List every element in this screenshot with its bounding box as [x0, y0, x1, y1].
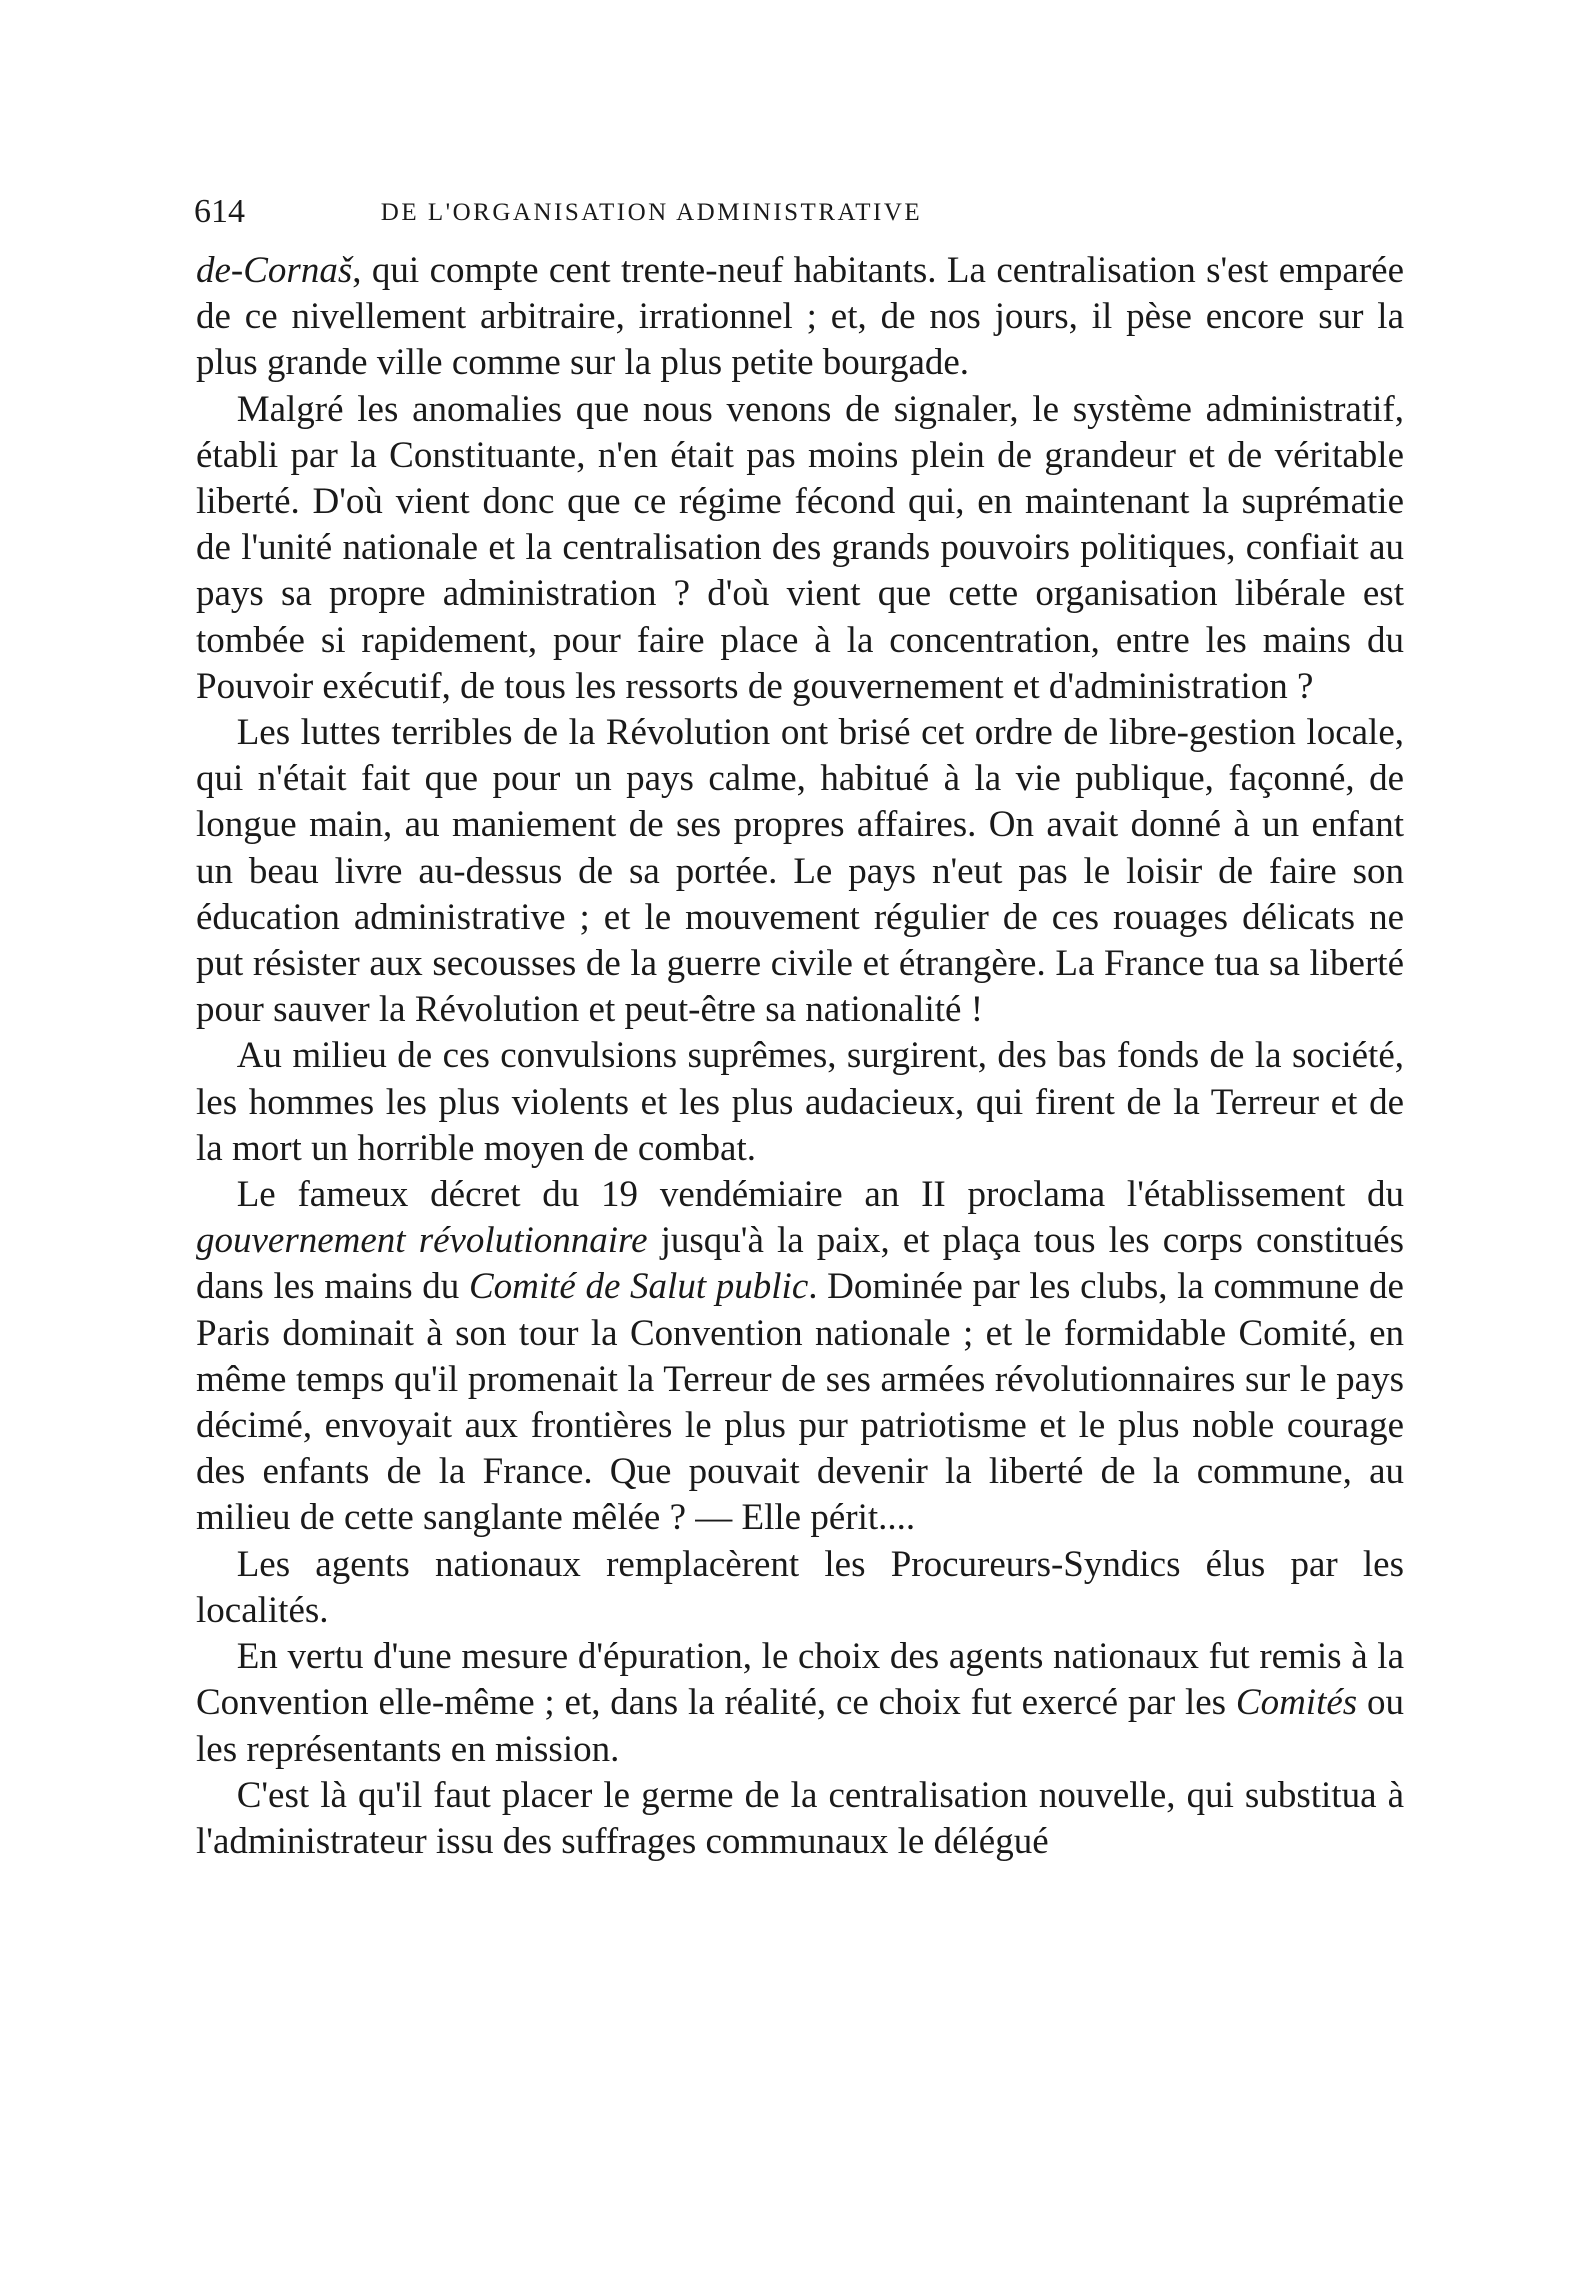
text-segment: jusqu'à la paix, et plaça tous les corps constitués dans les mains du	[196, 1220, 1405, 1308]
paragraph	[196, 1542, 1404, 1634]
text-segment: ou les représentants en mission.	[196, 1682, 1405, 1770]
paragraph	[196, 1634, 1404, 1773]
text-segment: , qui compte cent trente-neuf habitants. La centralisation s'est emparée de ce nivellement arbitraire, irrationnel ; et, de nos jours, il pèse encore sur la plus grande ville comme sur la plus petite bourgade.	[196, 250, 1404, 384]
text-segment: C'est là qu'il faut placer le germe de la centralisation nouvelle, qui substitua à l'administrateur issu des suffrages communaux le délégué	[196, 1774, 1404, 1862]
text-segment: En vertu d'une mesure d'épuration, le choix des agents nationaux fut remis à la Convention elle-même ; et, dans la réalité, ce choix fut exercé par les	[196, 1636, 1404, 1724]
text-segment: Les agents nationaux remplacèrent les Procureurs-Syndics élus par les localités.	[196, 1543, 1404, 1631]
page-number: 614	[194, 193, 245, 230]
italic-text: Comité de Salut public	[468, 1266, 809, 1308]
text-segment: . Dominée par les clubs, la commune de Paris dominait à son tour la Convention nationale ; et le formidable Comité, en même temps qu'il promenait la Terreur de ses armées révolutionnaires sur le pays décimé, envoyait aux frontières le plus pur patriotisme et le plus noble courage des enfants de la France. Que pouvait devenir la liberté de la commune, au milieu de cette sanglante mêlée ? — Elle périt....	[196, 1266, 1404, 1539]
text-segment: Au milieu de ces convulsions suprêmes, surgirent, des bas fonds de la société, les hommes les plus violents et les plus audacieux, qui firent de la Terreur et de la mort un horrible moyen de combat.	[196, 1035, 1404, 1169]
italic-text: Comités	[1235, 1682, 1358, 1724]
paragraph	[196, 1033, 1404, 1172]
text-segment: Malgré les anomalies que nous venons de signaler, le système administratif, établi par la Constituante, n'en était pas moins plein de grandeur et de véritable liberté. D'où vient donc que ce régime fécond qui, en maintenant la suprématie de l'unité nationale et la centralisation des grands pouvoirs politiques, confiait au pays sa propre administration ? d'où vient que cette organisation libérale est tombée si rapidement, pour faire place à la concentration, entre les mains du Pouvoir exécutif, de tous les ressorts de gouvernement et d'administration ?	[196, 388, 1404, 707]
italic-text: gouvernement révolutionnaire	[196, 1220, 648, 1262]
paragraph	[196, 248, 1404, 387]
page-header	[194, 192, 1109, 232]
text-segment: Le fameux décret du 19 vendémiaire an II proclama l'établissement du	[236, 1174, 1404, 1216]
body-text	[196, 248, 1404, 1865]
paragraph	[196, 1773, 1404, 1865]
paragraph	[196, 710, 1404, 1033]
running-title: DE L'ORGANISATION ADMINISTRATIVE	[380, 199, 923, 226]
italic-text: de-Cornaš	[196, 250, 353, 291]
paragraph	[196, 387, 1404, 710]
paragraph	[196, 1172, 1404, 1542]
text-segment: Les luttes terribles de la Révolution ont brisé cet ordre de libre-gestion locale, qui n'était fait que pour un pays calme, habitué à la vie publique, façonné, de longue main, au maniement de ses propres affaires. On avait donné à un enfant un beau livre au-dessus de sa portée. Le pays n'eut pas le loisir de faire son éducation administrative ; et le mouvement régulier de ces rouages délicats ne put résister aux secousses de la guerre civile et étrangère. La France tua sa liberté pour sauver la Révolution et peut-être sa nationalité !	[196, 712, 1404, 1031]
